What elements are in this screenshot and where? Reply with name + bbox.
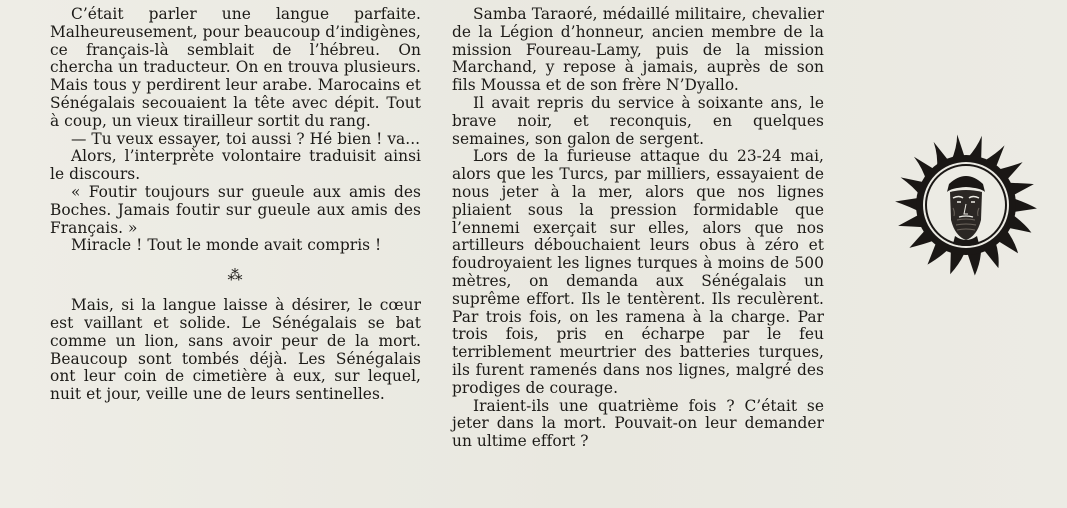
paragraph: « Foutir toujours sur gueule aux amis des Boches. Jamais foutir sur gueule aux amis des Français. » — [50, 182, 421, 237]
paragraph: Iraient-ils une quatrième fois ? C’était se jeter dans la mort. Pouvait-on leur demander un ultime effort ? — [452, 396, 824, 451]
paragraph: C’était parler une langue parfaite. Malheureusement, pour beaucoup d’indigènes, ce français-là semblait de l’hébreu. On chercha un traducteur. On en trouva plusieurs. Mais tous y perdirent leur arabe. Marocains et Sénégalais secouaient la tête avec dépit. Tout à coup, un vieux tirailleur sortit du rang. — [50, 5, 421, 130]
left-text-column — [50, 6, 421, 404]
sun-medallion-portrait-icon — [893, 132, 1039, 278]
paragraph: Alors, l’interprète volontaire traduisit ainsi le discours. — [50, 147, 421, 184]
paragraph: Samba Taraoré, médaillé militaire, chevalier de la Légion d’honneur, ancien membre de la mission Foureau-Lamy, puis de la mission Marchand, y repose à jamais, auprès de son fils Moussa et de son frère N’Dyallo. — [452, 5, 824, 95]
paragraph: Lors de la furieuse attaque du 23-24 mai, alors que les Turcs, par milliers, essayaient de nous jeter à la mer, alors que nos lignes pliaient sous la pression formidable que l’ennemi exerçait sur elles, alors que nos artilleurs débouchaient leurs obus à zéro et foudroyaient les lignes turques à moins de 500 mètres, on demanda aux Sénégalais un suprême effort. Ils le tentèrent. Ils reculèrent. Par trois fois, on les ramena à la charge. Par trois fois, pris en écharpe par le feu terriblement meurtrier des batteries turques, ils furent ramenés dans nos lignes, malgré des prodiges de courage. — [452, 147, 824, 397]
paragraph: Mais, si la langue laisse à désirer, le cœur est vaillant et solide. Le Sénégalais se bat comme un lion, sans avoir peur de la mort. Beaucoup sont tombés déjà. Les Sénégalais ont leur coin de cimetière à eux, sur lequel, nuit et jour, veille une de leurs sentinelles. — [50, 296, 421, 404]
paragraph: Miracle ! Tout le monde avait compris ! — [71, 236, 382, 255]
paragraph: — Tu veux essayer, toi aussi ? Hé bien ! va... — [71, 129, 421, 148]
right-text-column — [452, 6, 824, 451]
section-separator: ⁂ — [227, 266, 244, 285]
paragraph: Il avait repris du service à soixante ans, le brave noir, et reconquis, en quelques semaines, son galon de sergent. — [452, 93, 824, 148]
